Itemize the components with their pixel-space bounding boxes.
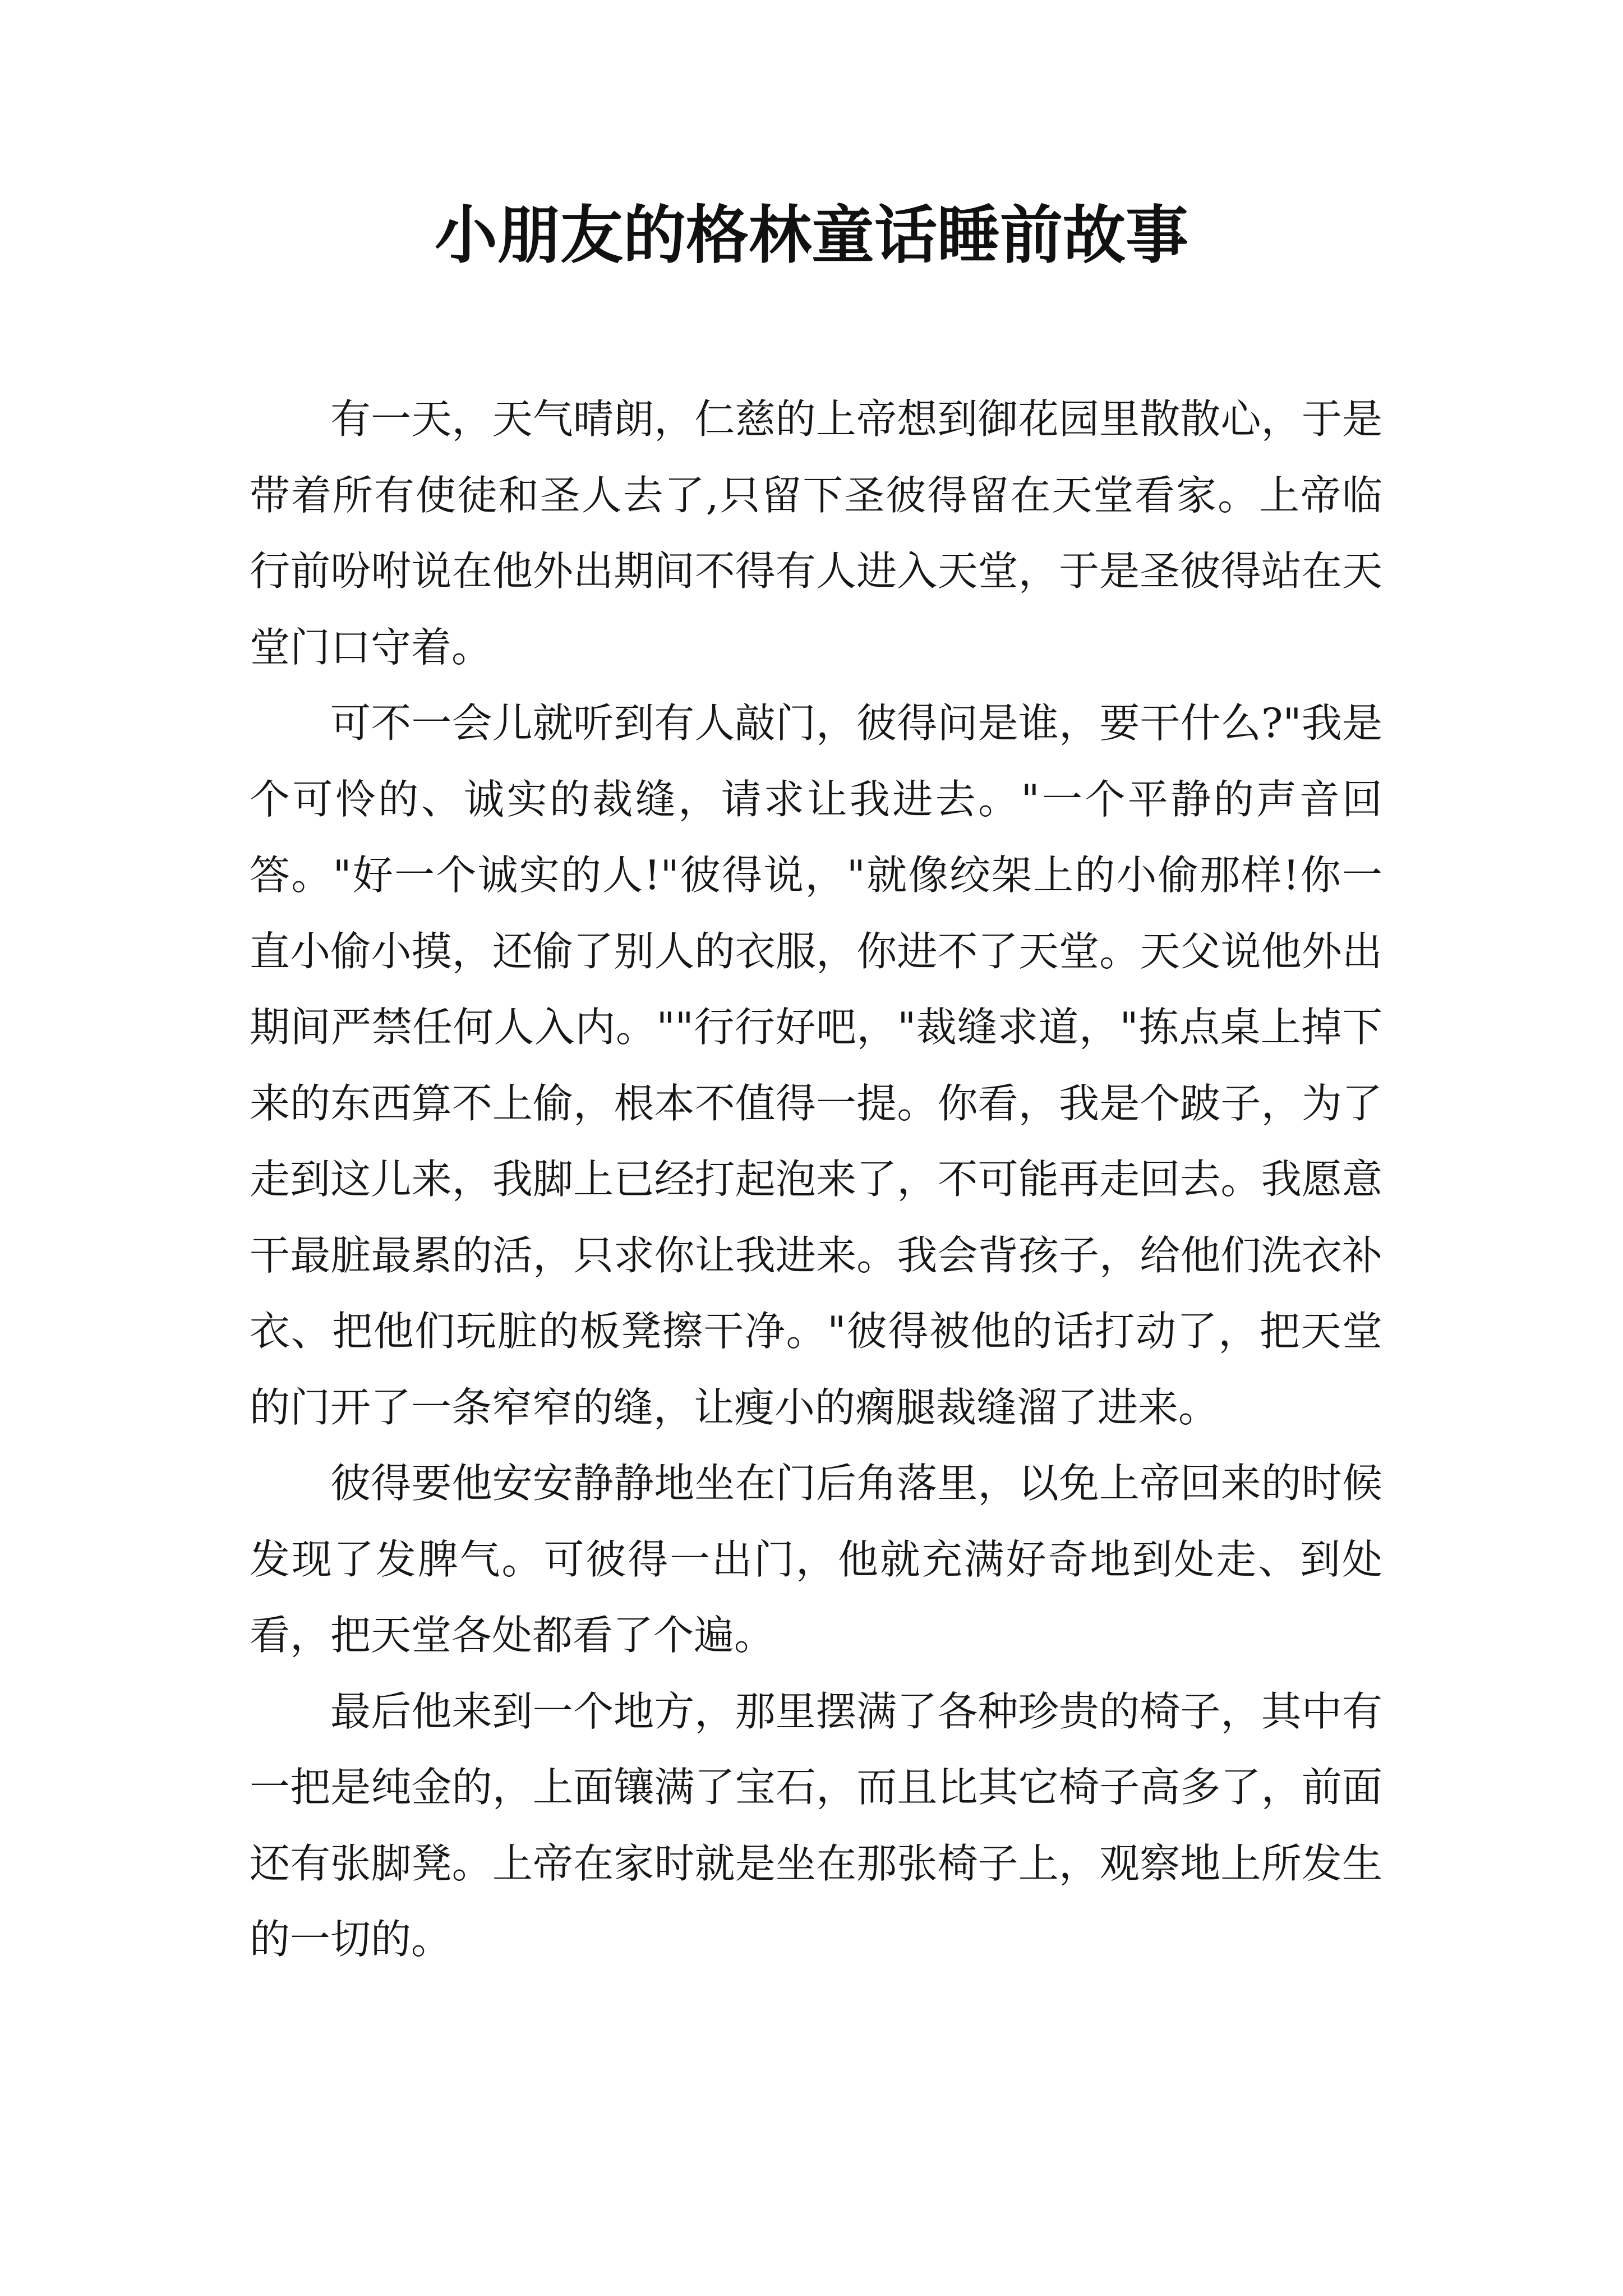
- paragraph: 可不一会儿就听到有人敲门，彼得问是谁，要干什么?"我是个可怜的、诚实的裁缝，请求让我进去。"一个平静的声音回答。"好一个诚实的人!"彼得说，"就像绞架上的小偷那样!你一直小偷小摸，还偷了别人的衣服，你进不了天堂。天父说他外出期间严禁任何人入内。""行行好吧，"裁缝求道，"拣点桌上掉下来的东西算不上偷，根本不值得一提。你看，我是个跛子，为了走到这儿来，我脚上已经打起泡来了，不可能再走回去。我愿意干最脏最累的活，只求你让我进来。我会背孩子，给他们洗衣补衣、把他们玩脏的板凳擦干净。"彼得被他的话打动了，把天堂的门开了一条窄窄的缝，让瘦小的瘸腿裁缝溜了进来。: [250, 700, 1382, 1431]
- paragraph: 彼得要他安安静静地坐在门后角落里，以免上帝回来的时候发现了发脾气。可彼得一出门，他就充满好奇地到处走、到处看，把天堂各处都看了个遍。: [250, 1460, 1382, 1659]
- document-title: 小朋友的格林童话睡前故事: [435, 199, 1188, 272]
- paragraph: 最后他来到一个地方，那里摆满了各种珍贵的椅子，其中有一把是纯金的，上面镶满了宝石，而且比其它椅子高多了，前面还有张脚凳。上帝在家时就是坐在那张椅子上，观察地上所发生的一切的。: [250, 1687, 1382, 1963]
- paragraph: 有一天，天气晴朗，仁慈的上帝想到御花园里散散心，于是带着所有使徒和圣人去了,只留下圣彼得留在天堂看家。上帝临行前吩咐说在他外出期间不得有人进入天堂，于是圣彼得站在天堂门口守着。: [250, 395, 1382, 671]
- document-body: [250, 381, 1382, 1978]
